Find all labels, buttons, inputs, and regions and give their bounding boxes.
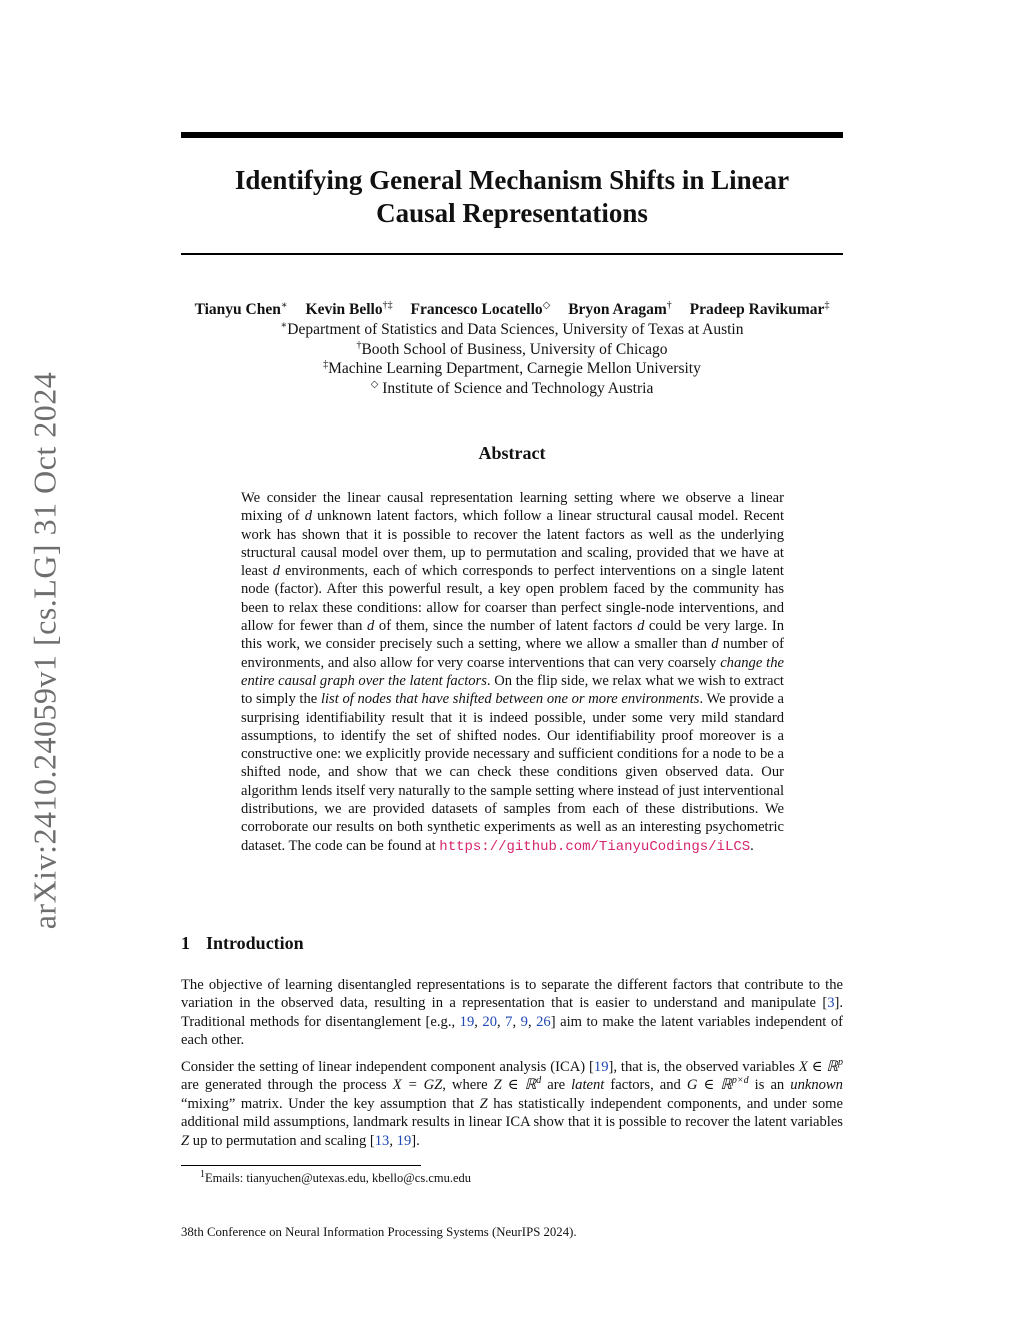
affiliation: ∗Department of Statistics and Data Sciences, University of Texas at Austin [280, 319, 744, 338]
arxiv-sidebar [27, 355, 63, 945]
title-bottom-rule [181, 253, 843, 255]
abstract-heading: Abstract [478, 443, 546, 463]
author: Pradeep Ravikumar‡ [689, 299, 830, 318]
intro-paragraph-2: Consider the setting of linear independent component analysis (ICA) [19], that is, the observed variables X ∈ ℝ$^p$ are generated through the process X = GZ, where Z ∈ ℝ$^d$ are latent factors, and G ∈ ℝ$^{p\times d}$ is an unknown “mixing” matrix. Under the key assumption that Z has statistically independent components, and under some additional mild assumptions, landmark results in linear ICA show that it is possible to recover the latent variables Z up to permutation and scaling [13, 19]. [181, 1057, 844, 1149]
affiliation: ◇ Institute of Science and Technology Austria [370, 378, 654, 397]
citation-link[interactable]: 3 [827, 995, 835, 1012]
author: Kevin Bello†‡ [305, 299, 393, 318]
citation-link[interactable]: 13 [374, 1132, 390, 1149]
affiliation-list [181, 320, 843, 398]
author-list [150, 300, 874, 320]
author: Francesco Locatello◇ [410, 299, 551, 318]
abstract-body: We consider the linear causal representation learning setting where we observe a linear mixing of d unknown latent factors, which follow a linear structural causal model. Recent work has shown that it is possible to recover the latent factors as well as the underlying structural causal model over them, up to permutation and scaling, provided that we have at least d environments, each of which corresponds to perfect interventions on a single latent node (factor). After this powerful result, a key open problem faced by the community has been to relax these conditions: allow for coarser than perfect single-node interventions, and allow for fewer than d of them, since the number of latent factors d could be very large. In this work, we consider precisely such a setting, where we allow a smaller than d number of environments, and also allow for very coarse interventions that can very coarsely change the entire causal graph over the latent factors. On the flip side, we relax what we wish to extract to simply the list of nodes that have shifted between one or more environments. We provide a surprising identifiability result that it is indeed possible, under some very mild standard assumptions, to identify the set of shifted nodes. Our identifiability proof moreover is a constructive one: we explicitly provide necessary and sufficient conditions for a node to be a shifted node, and show that we can check these conditions given observed data. Our algorithm lends itself very naturally to the sample setting where instead of just interventional distributions, we are provided datasets of samples from each of these distributions. We corroborate our results on both synthetic experiments as well as an interesting psychometric dataset. The code can be found at https://github.com/TianyuCodings/iLCS. [241, 490, 785, 855]
arxiv-identifier: arXiv:2410.24059v1 [cs.LG] 31 Oct 2024 [26, 371, 63, 929]
citation-link[interactable]: 7 [505, 1013, 513, 1030]
paper-title [181, 164, 843, 230]
citation-link[interactable]: 19 [459, 1013, 475, 1030]
citation-link[interactable]: 26 [536, 1013, 551, 1030]
code-repo-link[interactable]: https://github.com/TianyuCodings/iLCS [439, 838, 751, 855]
title-line-2: Causal Representations [376, 198, 648, 228]
citation-link[interactable]: 19 [396, 1132, 412, 1149]
affiliation: ‡Machine Learning Department, Carnegie Mellon University [323, 358, 701, 377]
title-top-rule [181, 132, 843, 138]
citation-link[interactable]: 20 [482, 1013, 497, 1030]
footnote: $^1$Emails: tianyuchen@utexas.edu, kbello@cs.cmu.edu [200, 1168, 472, 1185]
affiliation: †Booth School of Business, University of Chicago [356, 339, 668, 358]
author: Tianyu Chen∗ [194, 299, 288, 318]
citation-link[interactable]: 9 [520, 1013, 528, 1030]
citation-link[interactable]: 19 [593, 1059, 609, 1075]
author: Bryon Aragam† [568, 299, 672, 318]
intro-paragraph-1: The objective of learning disentangled representations is to separate the different factors that contribute to the variation in the observed data, resulting in a representation that is easier to understand and manipulate [3]. Traditional methods for disentanglement [e.g., 19, 20, 7, 9, 26] aim to make the latent variables independent of each other. [181, 977, 843, 1049]
title-line-1: Identifying General Mechanism Shifts in Linear [234, 165, 790, 195]
venue-footer: 38th Conference on Neural Information Processing Systems (NeurIPS 2024). [181, 1225, 577, 1239]
section-heading-introduction: 1 Introduction [181, 933, 304, 953]
footnote-rule [181, 1165, 421, 1166]
